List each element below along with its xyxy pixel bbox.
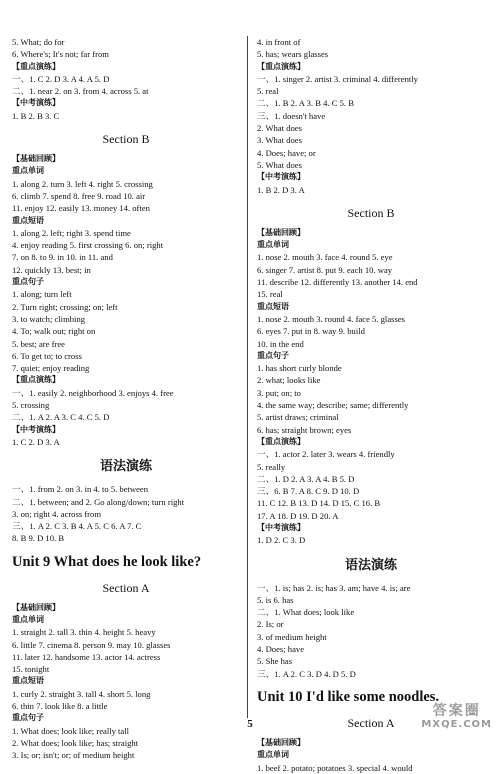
section-heading: 【中考演练】 [257, 172, 305, 182]
answer-line: 17. A 18. D 19. D 20. A [257, 510, 339, 521]
subsection-label: 重点单词 [257, 240, 289, 250]
answer-line: 二、1. B 2. A 3. B 4. C 5. B [257, 98, 354, 109]
answer-line: 二、1. between; and 2. Go along/down; turn right [12, 496, 185, 507]
answer-line: 1. B 2. D 3. A [257, 184, 305, 195]
section-heading: 【重点演练】 [12, 375, 60, 385]
section-title: Section A [347, 715, 395, 730]
subsection-label: 重点句子 [12, 277, 44, 287]
answer-line: 一、1. C 2. D 3. A 4. A 5. D [12, 73, 110, 84]
answer-line: 5. What does [257, 159, 302, 170]
answer-line: 4. Does; have; or [257, 147, 316, 158]
section-heading: 【基础回顾】 [12, 602, 60, 612]
answer-line: 6. Where's; It's not; far from [12, 49, 109, 60]
section-heading: 【重点演练】 [257, 61, 305, 71]
answer-line: 4. enjoy reading 5. first crossing 6. on; right [12, 240, 164, 251]
answer-line: 三、1. A 2. C 3. D 4. D 5. D [257, 668, 356, 679]
chapter-title: 语法演练 [344, 557, 397, 573]
subsection-label: 重点句子 [12, 713, 44, 723]
answer-line: 5. She has [257, 656, 293, 667]
section-title: Section A [102, 580, 150, 595]
answer-line: 1. B 2. B 3. C [12, 110, 60, 121]
answer-line: 11. describe 12. differently 13. another 14. end [257, 277, 418, 288]
answer-line: 1. along 2. turn 3. left 4. right 5. crossing [12, 178, 153, 189]
answer-line: 7. on 8. to 9. in 10. in 11. and [12, 252, 113, 263]
answer-line: 12. quickly 13. best; in [12, 264, 91, 275]
answer-line: 1. What does; look like; really tall [12, 725, 130, 736]
answer-line: 5. best; are free [12, 338, 65, 349]
answer-line: 2. What does [257, 123, 302, 134]
answer-line: 1. beef 2. potato; potatoes 3. special 4. would [257, 762, 413, 773]
section-title: Section B [102, 132, 150, 147]
answer-line: 15. real [257, 289, 283, 300]
answer-line: 1. C 2. D 3. A [12, 436, 60, 447]
answer-line: 2. what; looks like [257, 375, 321, 386]
watermark-url: MXQE.COM [421, 719, 492, 730]
chapter-title: 语法演练 [99, 459, 152, 475]
answer-line: 6. little 7. cinema 8. person 9. may 10. glasses [12, 639, 171, 650]
unit-title: Unit 9 What does he look like? [12, 553, 202, 570]
column-divider [247, 36, 248, 718]
right-column [257, 36, 485, 774]
answer-line: 4. Does; have [257, 644, 305, 655]
answer-line: 1. along 2. left; right 3. spend time [12, 227, 131, 238]
subsection-label: 重点短语 [257, 301, 289, 311]
answer-line: 4. the same way; describe; same; differently [257, 400, 409, 411]
section-heading: 【中考演练】 [12, 98, 60, 108]
unit-title: Unit 10 I'd like some noodles. [257, 688, 440, 705]
answer-line: 5. real [257, 86, 279, 97]
answer-line: 5. really [257, 461, 286, 472]
section-heading: 【基础回顾】 [257, 227, 305, 237]
section-title: Section B [347, 205, 395, 220]
section-heading: 【中考演练】 [257, 522, 305, 532]
answer-line: 1. straight 2. tall 3. thin 4. height 5. heavy [12, 627, 156, 638]
answer-line: 3. on; right 4. across from [12, 508, 102, 519]
answer-line: 二、1. near 2. on 3. from 4. across 5. at [12, 86, 149, 97]
answer-line: 11. enjoy 12. easily 13. money 14. often [12, 203, 150, 214]
answer-line: 5. artist draws; criminal [257, 412, 339, 423]
section-heading: 【基础回顾】 [12, 154, 60, 164]
answer-line: 8. B 9. D 10. B [12, 533, 65, 544]
page-number: 5 [247, 718, 253, 730]
answer-line: 3. put; on; to [257, 387, 301, 398]
answer-line: 三、6. B 7. A 8. C 9. D 10. D [257, 486, 360, 497]
answer-line: 3. to watch; climbing [12, 313, 86, 324]
answer-line: 一、1. is; has 2. is; has 3. am; have 4. is; are [257, 582, 411, 593]
answer-line: 5. crossing [12, 400, 50, 411]
answer-line: 6. thin 7. look like 8. a little [12, 701, 108, 712]
watermark-text: 答案圈 [432, 703, 481, 719]
answer-line: 11. C 12. B 13. D 14. D 15. C 16. B [257, 498, 381, 509]
answer-line: 15. tonight [12, 664, 50, 675]
section-heading: 【中考演练】 [12, 424, 60, 434]
answer-line: 1. nose 2. mouth 3. round 4. face 5. glasses [257, 313, 405, 324]
subsection-label: 重点单词 [257, 750, 289, 760]
answer-line: 1. nose 2. mouth 3. face 4. round 5. eye [257, 252, 393, 263]
answer-line: 6. has; straight brown; eyes [257, 424, 352, 435]
answer-line: 一、1. easily 2. neighborhood 3. enjoys 4. free [12, 387, 174, 398]
answer-line: 11. later 12. handsome 13. actor 14. actress [12, 651, 161, 662]
answer-line: 1. curly 2. straight 3. tall 4. short 5. long [12, 688, 151, 699]
answer-line: 3. of medium height [257, 631, 327, 642]
answer-line: 1. has short curly blonde [257, 363, 342, 374]
answer-line: 5. has; wears glasses [257, 49, 329, 60]
subsection-label: 重点单词 [12, 166, 44, 176]
answer-line: 6. To get to; to cross [12, 350, 82, 361]
answer-line: 2. Is; or [257, 619, 284, 630]
answer-line: 1. D 2. C 3. D [257, 535, 306, 546]
subsection-label: 重点短语 [12, 676, 44, 686]
answer-line: 10. in the end [257, 338, 304, 349]
section-heading: 【基础回顾】 [257, 737, 305, 747]
answer-line: 1. along; turn left [12, 289, 72, 300]
answer-line: 5. is 6. has [257, 594, 294, 605]
subsection-label: 重点单词 [12, 614, 44, 624]
subsection-label: 重点短语 [12, 215, 44, 225]
section-heading: 【重点演练】 [12, 61, 60, 71]
answer-line: 4. To; walk out; right on [12, 326, 96, 337]
answer-line: 3. Is; or; isn't; or; of medium height [12, 750, 135, 761]
answer-line: 4. in front of [257, 37, 301, 47]
watermark-logo [421, 704, 492, 732]
answer-line: 3. What does [257, 135, 302, 146]
answer-line: 二、1. A 2. A 3. C 4. C 5. D [12, 412, 110, 423]
answer-line: 6. singer 7. artist 8. put 9. each 10. way [257, 264, 393, 275]
answer-line: 三、1. A 2. C 3. B 4. A 5. C 6. A 7. C [12, 521, 142, 532]
answer-line: 三、1. doesn't have [257, 110, 326, 121]
answer-line: 二、1. D 2. A 3. A 4. B 5. D [257, 473, 355, 484]
answer-line: 2. What does; look like; has; straight [12, 737, 139, 748]
section-heading: 【重点演练】 [257, 436, 305, 446]
answer-line: 7. quiet; enjoy reading [12, 363, 90, 374]
answer-line: 2. Turn right; crossing; on; left [12, 301, 118, 312]
answer-line: 一、1. singer 2. artist 3. criminal 4. differently [257, 73, 418, 84]
answer-line: 二、1. What does; look like [257, 607, 355, 618]
left-column [12, 36, 240, 762]
answer-line: 6. climb 7. spend 8. free 9. road 10. air [12, 190, 146, 201]
answer-line: 5. What; do for [12, 37, 65, 47]
answer-line: 一、1. from 2. on 3. in 4. to 5. between [12, 484, 149, 495]
subsection-label: 重点句子 [257, 350, 289, 360]
answer-line: 一、1. actor 2. later 3. wears 4. friendly [257, 449, 395, 460]
answer-line: 6. eyes 7. put in 8. way 9. build [257, 326, 365, 337]
